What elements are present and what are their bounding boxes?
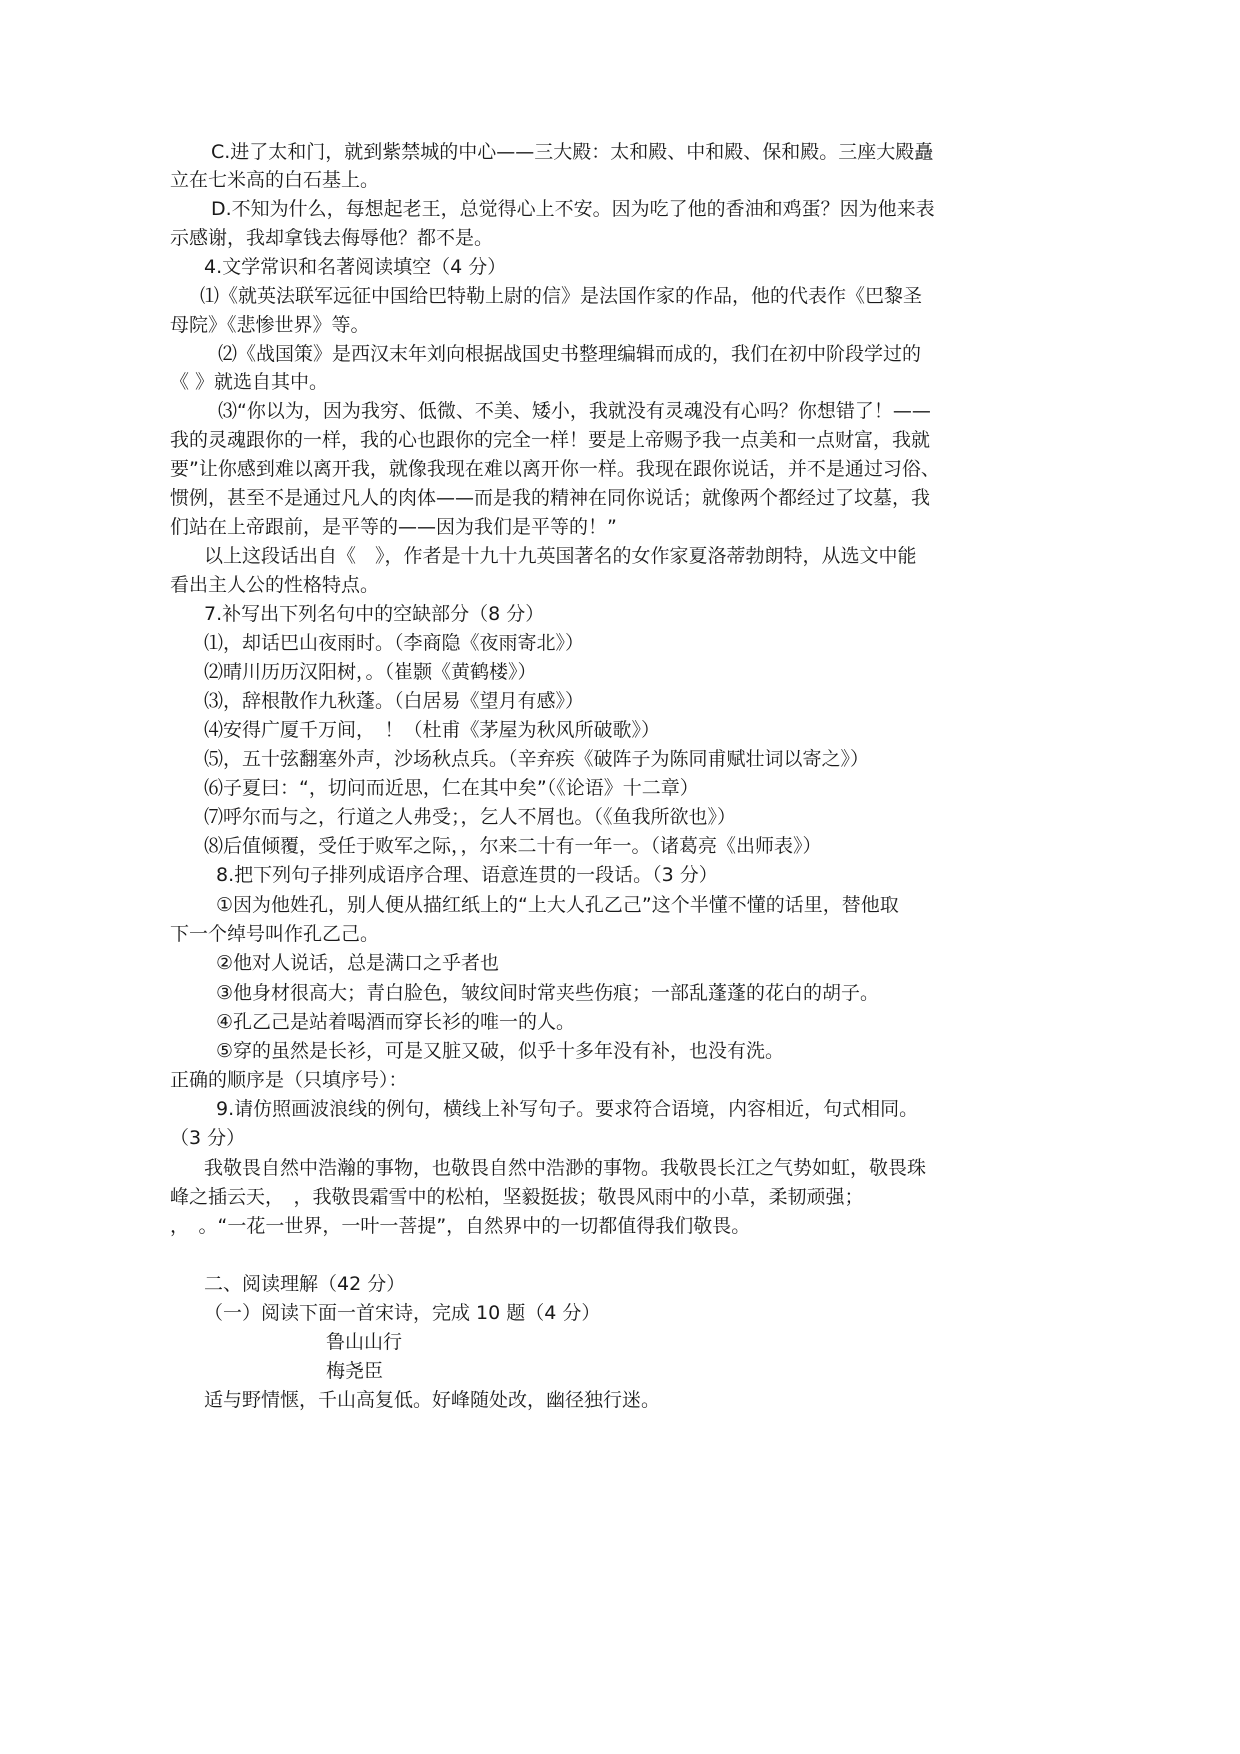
section-2-heading: 二、阅读理解（42 分） — [204, 1273, 406, 1295]
question-8-sentence3: ③他身材很高大；青白脸色，皱纹间时常夹些伤痕；一部乱蓬蓬的花白的胡子。 — [216, 982, 880, 1004]
poem-line1: 适与野情惬，千山高复低。好峰随处改，幽径独行迷。 — [204, 1389, 661, 1411]
question-7-item1: ⑴，却话巴山夜雨时。（李商隐《夜雨寄北》） — [204, 632, 585, 654]
question-8-sentence1-line2: 下一个绰号叫作孔乙己。 — [170, 923, 380, 945]
option-d-line1: D.不知为什么，每想起老王，总觉得心上不安。因为吃了他的香油和鸡蛋？因为他来表 — [211, 198, 935, 220]
question-7-item2: ⑵晴川历历汉阳树，。（崔颢《黄鹤楼》） — [204, 661, 537, 683]
question-8-sentence5: ⑤穿的虽然是长衫，可是又脏又破，似乎十多年没有补，也没有洗。 — [216, 1040, 785, 1062]
question-8-heading: 8.把下列句子排列成语序合理、语意连贯的一段话。（3 分） — [216, 864, 718, 886]
question-4-item2-line1: ⑵《战国策》是西汉末年刘向根据战国史书整理编辑而成的，我们在初中阶段学过的 — [218, 343, 922, 365]
question-7-item7: ⑺呼尔而与之，行道之人弗受；，乞人不屑也。（《鱼我所欲也》） — [204, 806, 737, 828]
question-9-heading-line1: 9.请仿照画波浪线的例句，横线上补写句子。要求符合语境，内容相近，句式相同。 — [216, 1098, 919, 1120]
option-d-line2: 示感谢，我却拿钱去侮辱他？都不是。 — [170, 227, 494, 249]
question-9-passage-line2: 峰之插云天， ，我敬畏霜雪中的松柏，坚毅挺拔；敬畏风雨中的小草，柔韧顽强； — [170, 1186, 864, 1208]
question-4-item3-line2: 我的灵魂跟你的一样，我的心也跟你的完全一样！要是上帝赐予我一点美和一点财富，我就 — [170, 429, 931, 451]
question-4-item3-line5: 们站在上帝跟前，是平等的——因为我们是平等的！” — [170, 516, 617, 538]
question-7-item3: ⑶，辞根散作九秋蓬。（白居易《望月有感》） — [204, 690, 585, 712]
question-4-item1-line2: 母院》《悲惨世界》等。 — [170, 314, 370, 336]
question-7-item6: ⑹子夏曰：“，切问而近思，仁在其中矣”（《论语》十二章） — [204, 777, 699, 799]
question-8-sentence4: ④孔乙己是站着喝酒而穿长衫的唯一的人。 — [216, 1011, 576, 1033]
question-8-answer-prompt: 正确的顺序是（只填序号）： — [170, 1069, 408, 1091]
question-8-sentence2: ②他对人说话，总是满口之乎者也 — [216, 952, 500, 974]
question-4-item3-line1: ⑶“你以为，因为我穷、低微、不美、矮小，我就没有灵魂没有心吗？你想错了！—— — [218, 400, 931, 422]
question-4-item3-line4: 惯例，甚至不是通过凡人的肉体——而是我的精神在同你说话；就像两个都经过了坟墓，我 — [170, 487, 931, 509]
question-4-item3-line3: 要”让你感到难以离开我，就像我现在难以离开你一样。我现在跟你说话，并不是通过习俗、 — [170, 458, 940, 480]
question-7-item8: ⑻后值倾覆，受任于败军之际，，尔来二十有一年一。（诸葛亮《出师表》） — [204, 835, 822, 857]
question-9-passage-line3: ， 。“一花一世界，一叶一菩提”，自然界中的一切都值得我们敬畏。 — [170, 1215, 751, 1237]
question-4-heading: 4.文学常识和名著阅读填空（4 分） — [204, 256, 507, 278]
poem-title: 鲁山山行 — [326, 1331, 403, 1353]
question-9-heading-line2: （3 分） — [170, 1127, 246, 1149]
question-7-heading: 7.补写出下列名句中的空缺部分（8 分） — [204, 603, 545, 625]
option-c-line2: 立在七米高的白石基上。 — [170, 169, 380, 191]
question-7-item4: ⑷安得广厦千万间， ！（杜甫《茅屋为秋风所破歌》） — [204, 719, 661, 741]
question-4-item3-line6: 以上这段话出自《 》，作者是十九十九英国著名的女作家夏洛蒂勃朗特，从选文中能 — [204, 545, 917, 567]
question-4-item2-line2: 《 》就选自其中。 — [170, 371, 329, 393]
question-4-item3-line7: 看出主人公的性格特点。 — [170, 574, 380, 596]
poem-author: 梅尧臣 — [326, 1360, 384, 1382]
question-9-passage-line1: 我敬畏自然中浩瀚的事物，也敬畏自然中浩渺的事物。我敬畏长江之气势如虹，敬畏珠 — [204, 1157, 927, 1179]
poem-instruction: （一）阅读下面一首宋诗，完成 10 题（4 分） — [204, 1302, 601, 1324]
question-8-sentence1-line1: ①因为他姓孔，别人便从描红纸上的“上大人孔乙己”这个半懂不懂的话里，替他取 — [216, 894, 899, 916]
option-c-line1: C.进了太和门，就到紫禁城的中心——三大殿：太和殿、中和殿、保和殿。三座大殿矗 — [211, 141, 934, 163]
question-7-item5: ⑸，五十弦翻塞外声，沙场秋点兵。（辛弃疾《破阵子为陈同甫赋壮词以寄之》） — [204, 748, 870, 770]
question-4-item1-line1: ⑴《就英法联军远征中国给巴特勒上尉的信》是法国作家的作品，他的代表作《巴黎圣 — [200, 285, 923, 307]
